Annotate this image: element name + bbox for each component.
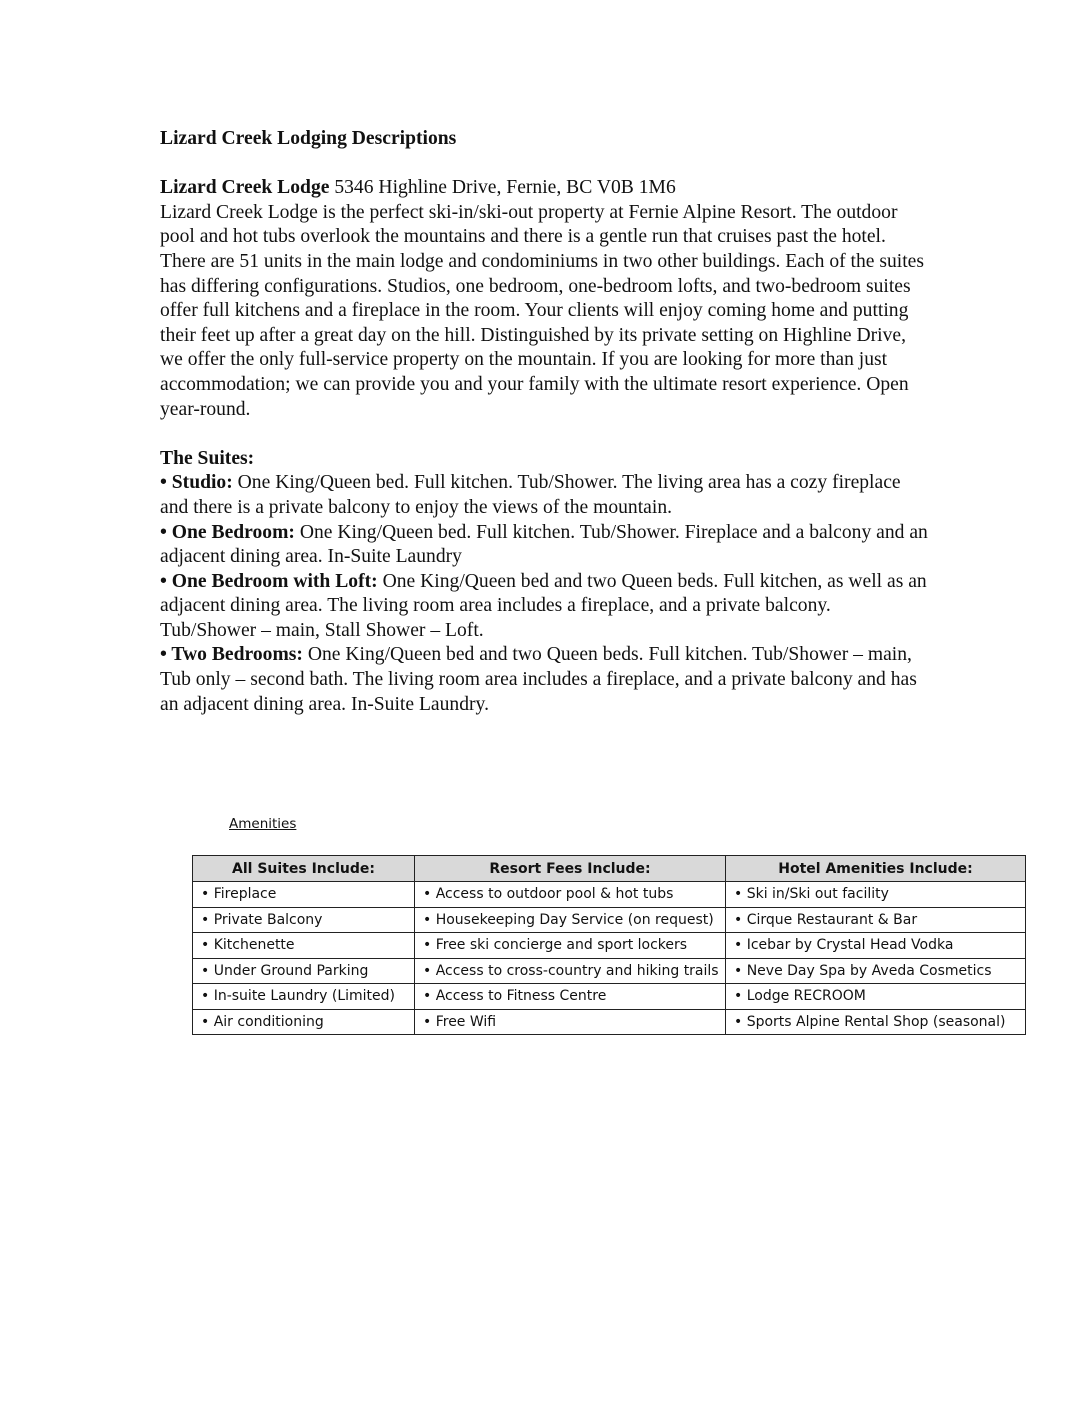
suite-name: One Bedroom: [171,521,295,543]
suites-title: The Suites: [160,447,255,469]
suite-name: One Bedroom with Loft: [171,570,378,592]
suite-name: Studio: [171,472,233,494]
suite-text: One King/Queen bed. Full kitchen. Tub/Shower. Fireplace and a balcony and an adjacent dining area. In-Suite Laundry [160,521,928,568]
table-cell: • Free ski concierge and sport lockers [415,933,726,959]
table-cell: • Lodge RECROOM [726,984,1026,1010]
suite-text: One King/Queen bed and two Queen beds. Full kitchen. Tub/Shower – main, Tub only – second bath. The living room area includes a fireplace, and a private balcony and has an adjacent dining area. In-Suite Laundry. [160,644,917,715]
table-row [193,907,1026,933]
suite-name: Two Bedrooms: [171,644,303,666]
table-cell: • Access to Fitness Centre [415,984,726,1010]
table-row [193,958,1026,984]
suite-bullet: • [160,644,172,666]
suite-bullet: • [160,521,172,543]
table-cell: • Private Balcony [193,907,415,933]
table-cell: • Housekeeping Day Service (on request) [415,907,726,933]
lodge-name: Lizard Creek Lodge [160,177,330,199]
column-header-resort-fees: Resort Fees Include: [415,856,726,882]
lodge-intro: Lizard Creek Lodge is the perfect ski-in/ski-out property at Fernie Alpine Resort. The outdoor pool and hot tubs overlook the mountains and there is a gentle run that cruises past the hotel. [160,201,898,248]
suite-item [160,521,930,570]
lodge-header [160,176,930,201]
table-cell: • Icebar by Crystal Head Vodka [726,933,1026,959]
amenities-title: Amenities [229,816,297,832]
table-cell: • Sports Alpine Rental Shop (seasonal) [726,1009,1026,1035]
table-cell: • Cirque Restaurant & Bar [726,907,1026,933]
amenities-table [192,855,1026,1035]
table-cell: • Under Ground Parking [193,958,415,984]
spacer [160,152,930,177]
table-cell: • Free Wifi [415,1009,726,1035]
table-cell: • Air conditioning [193,1009,415,1035]
suite-text: One King/Queen bed. Full kitchen. Tub/Shower. The living area has a cozy fireplace and there is a private balcony to enjoy the views of the mountain. [160,472,901,518]
suite-bullet: • [160,472,172,494]
document-heading: Lizard Creek Lodging Descriptions [160,128,457,149]
table-row [193,1009,1026,1035]
spacer [160,422,930,447]
suite-text: One King/Queen bed and two Queen beds. Full kitchen, as well as an adjacent dining area. The living room area includes a fireplace, and a private balcony. Tub/Shower – main, Stall Shower – Loft. [160,570,927,641]
table-row [193,933,1026,959]
table-cell: • Access to outdoor pool & hot tubs [415,882,726,908]
suite-bullet: • [160,570,172,592]
table-cell: • Neve Day Spa by Aveda Cosmetics [726,958,1026,984]
table-row [193,984,1026,1010]
table-cell: • Access to cross-country and hiking trails [415,958,726,984]
column-header-all-suites: All Suites Include: [193,856,415,882]
column-header-hotel-amenities: Hotel Amenities Include: [726,856,1026,882]
table-cell: • Fireplace [193,882,415,908]
table-cell: • In-suite Laundry (Limited) [193,984,415,1010]
suite-item [160,570,930,644]
table-header-row [193,856,1026,882]
table-cell: • Kitchenette [193,933,415,959]
table-row [193,882,1026,908]
table-cell: • Ski in/Ski out facility [726,882,1026,908]
lodge-description: There are 51 units in the main lodge and condominiums in two other buildings. Each of the suites has differing configurations. Studios, one bedroom, one-bedroom lofts, and two-bedroom suites offer full kitchens and a fireplace in the room. Your clients will enjoy coming home and putting their feet up after a great day on the hill. Distinguished by its private setting on Highline Drive, we offer the only full-service property on the mountain. If you are looking for more than just accommodation; we can provide you and your family with the ultimate resort experience. Open year-round. [160,250,925,420]
suite-item [160,643,930,717]
suite-item [160,471,930,520]
document-body [160,127,930,717]
lodge-address: 5346 Highline Drive, Fernie, BC V0B 1M6 [329,177,676,199]
